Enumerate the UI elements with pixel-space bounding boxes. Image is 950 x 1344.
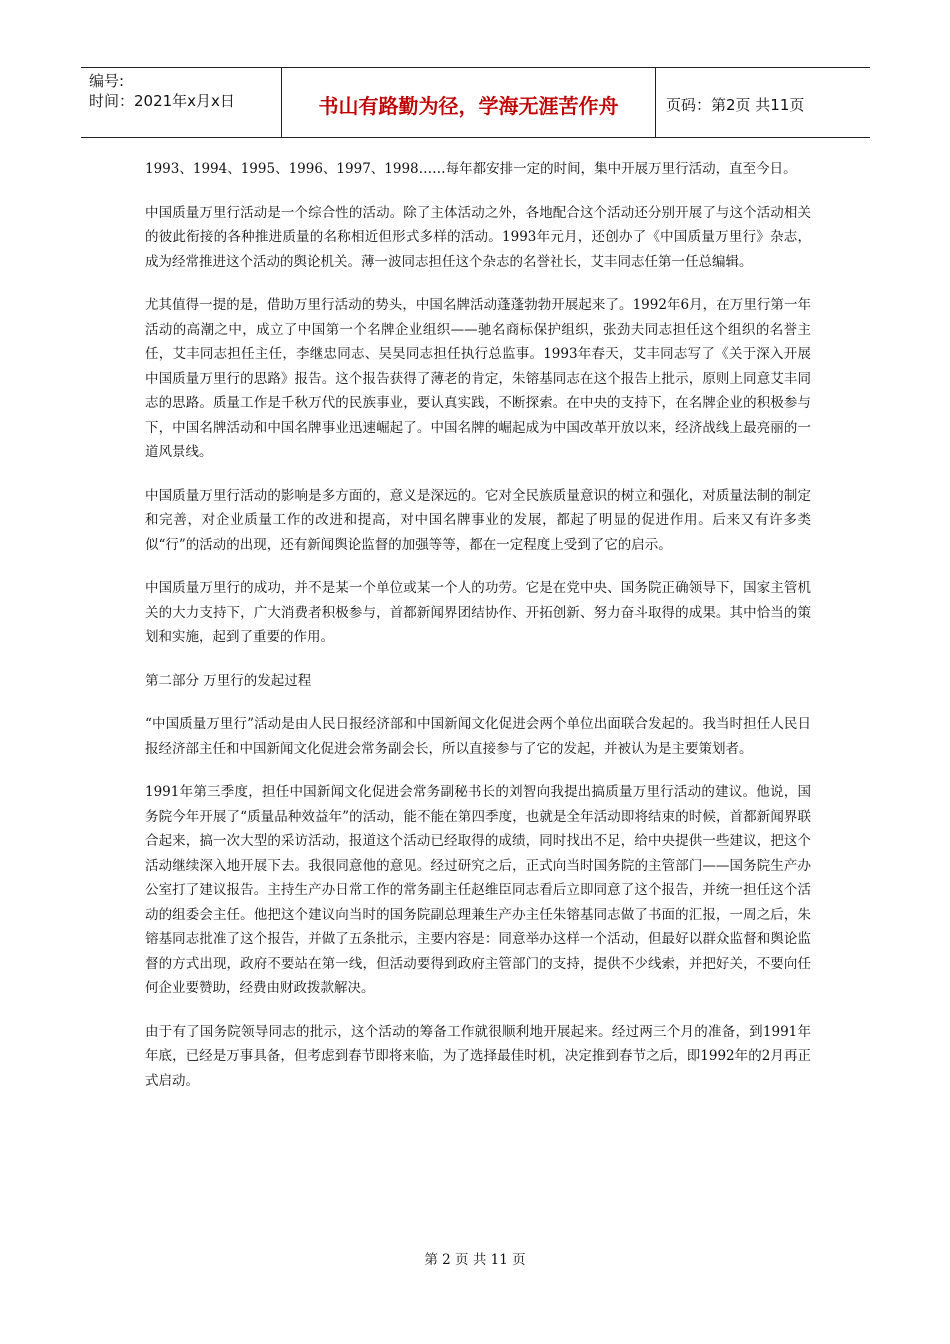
paragraph: 1993、1994、1995、1996、1997、1998……每年都安排一定的时间，集中开展万里行活动，直至今日。	[145, 161, 797, 177]
paragraph: 中国质量万里行的成功，并不是某一个单位或某一个人的功劳。它是在党中央、国务院正确领导下，国家主管机关的大力支持下，广大消费者积极参与，首都新闻界团结协作、开拓创新、努力奋斗取得的成果。其中恰当的策划和实施，起到了重要的作用。	[145, 580, 811, 645]
paragraph: “中国质量万里行”活动是由人民日报经济部和中国新闻文化促进会两个单位出面联合发起的。我当时担任人民日报经济部主任和中国新闻文化促进会常务副会长，所以直接参与了它的发起，并被认为是主要策划者。	[145, 716, 811, 757]
section-heading: 第二部分 万里行的发起过程	[145, 672, 312, 689]
header-motto: 书山有路勤为径，学海无涯苦作舟	[282, 68, 656, 137]
paragraph: 由于有了国务院领导同志的批示，这个活动的筹备工作就很顺利地开展起来。经过两三个月的准备，到1991年年底，已经是万事具备，但考虑到春节即将来临，为了选择最佳时机，决定推到春节之后，即1992年的2月再正式启动。	[145, 1023, 811, 1089]
document-body	[145, 157, 811, 1112]
header-page-info: 页码：第2页 共11页	[666, 96, 805, 114]
paragraph: 中国质量万里行活动的影响是多方面的，意义是深远的。它对全民族质量意识的树立和强化，对质量法制的制定和完善，对企业质量工作的改进和提高，对中国名牌事业的发展，都起了明显的促进作用。后来又有许多类似“行”的活动的出现，还有新闻舆论监督的加强等等，都在一定程度上受到了它的启示。	[145, 487, 811, 553]
page-footer: 第 2 页 共 11 页	[424, 1252, 526, 1268]
page-header	[81, 67, 870, 138]
number-label: 编号:	[89, 72, 125, 90]
header-meta	[81, 68, 282, 137]
paragraph: 1991年第三季度，担任中国新闻文化促进会常务副秘书长的刘智向我提出搞质量万里行活动的建议。他说，国务院今年开展了“质量品种效益年”的活动，能不能在第四季度，也就是全年活动即将结束的时候，首都新闻界联合起来，搞一次大型的采访活动，报道这个活动已经取得的成绩，同时找出不足，给中央提供一些建议，把这个活动继续深入地开展下去。我很同意他的意见。经过研究之后，正式向当时国务院的主管部门——国务院生产办公室打了建议报告。主持生产办日常工作的常务副主任赵维臣同志看后立即同意了这个报告，并统一担任这个活动的组委会主任。他把这个建议向当时的国务院副总理兼生产办主任朱镕基同志做了书面的汇报，一周之后，朱镕基同志批准了这个报告，并做了五条批示，主要内容是：同意举办这样一个活动，但最好以群众监督和舆论监督的方式出现，政府不要站在第一线，但活动要得到政府主管部门的支持，提供不少线索，并把好关，不要向任何企业要赞助，经费由财政拨款解决。	[145, 784, 811, 996]
time-label: 时间：2021年x月x日	[89, 92, 235, 110]
paragraph: 尤其值得一提的是，借助万里行活动的势头，中国名牌活动蓬蓬勃勃开展起来了。1992年6月，在万里行第一年活动的高潮之中，成立了中国第一个名牌企业组织——驰名商标保护组织，张劲夫同志担任这个组织的名誉主任，艾丰同志担任主任，李继忠同志、吴昊同志担任执行总监事。1993年春天，艾丰同志写了《关于深入开展中国质量万里行的思路》报告。这个报告获得了薄老的肯定，朱镕基同志在这个报告上批示，原则上同意艾丰同志的思路。质量工作是千秋万代的民族事业，要认真实践，不断探索。在中央的支持下，在名牌企业的积极参与下，中国名牌活动和中国名牌事业迅速崛起了。中国名牌的崛起成为中国改革开放以来，经济战线上最亮丽的一道风景线。	[145, 297, 811, 460]
paragraph: 中国质量万里行活动是一个综合性的活动。除了主体活动之外，各地配合这个活动还分别开展了与这个活动相关的彼此衔接的各种推进质量的名称相近但形式多样的活动。1993年元月，还创办了《中国质量万里行》杂志，成为经常推进这个活动的舆论机关。薄一波同志担任这个杂志的名誉社长，艾丰同志任第一任总编辑。	[145, 204, 811, 270]
